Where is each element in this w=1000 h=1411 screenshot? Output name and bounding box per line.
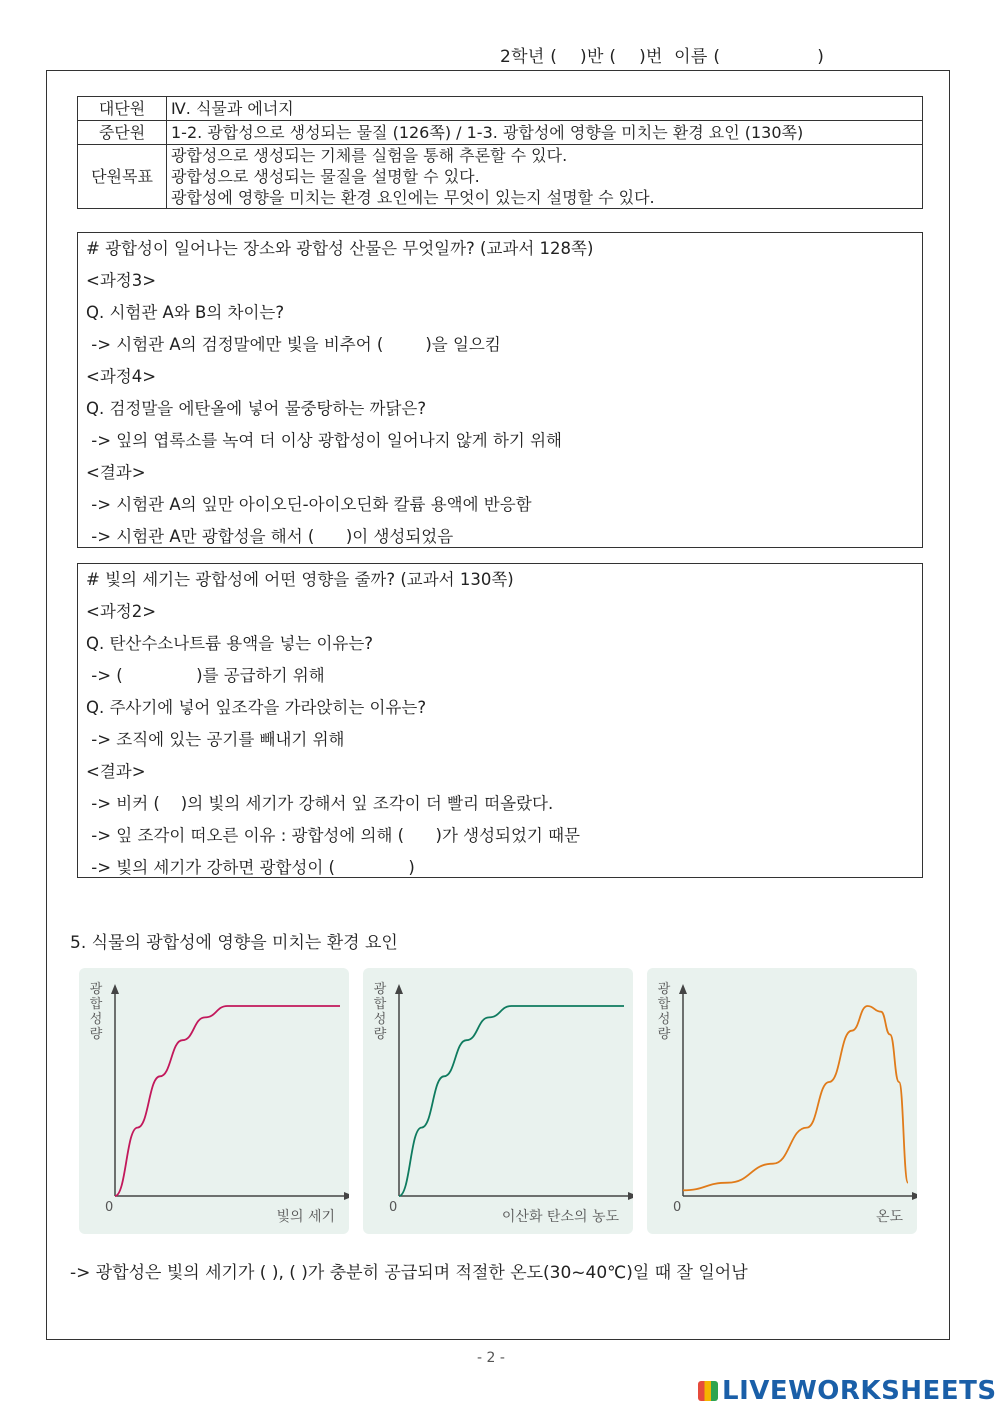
fill-in-line[interactable]: -> 빛의 세기가 강하면 광합성이 ( ) xyxy=(86,858,415,877)
section-title: 5. 식물의 광합성에 영향을 미치는 환경 요인 xyxy=(70,933,398,953)
box-line: <과정4> xyxy=(86,367,157,386)
table-key: 대단원 xyxy=(78,97,167,121)
chart-origin-label: 0 xyxy=(105,1200,114,1215)
box-line: <과정2> xyxy=(86,602,157,621)
box-line: Q. 시험관 A와 B의 차이는? xyxy=(86,303,285,322)
chart-xlabel: 빛의 세기 xyxy=(276,1209,335,1225)
student-info-header: 2학년 ( )반 ( )번 이름 ( ) xyxy=(500,47,825,67)
chart-ylabel: 광합성량 xyxy=(89,982,103,1042)
table-row xyxy=(78,145,923,209)
box-line: -> 시험관 A의 잎만 아이오딘-아이오딘화 칼륨 용액에 반응함 xyxy=(86,495,532,514)
fill-in-line[interactable]: -> 시험관 A만 광합성을 해서 ( )이 생성되었음 xyxy=(86,527,454,546)
x-axis-arrow xyxy=(912,1192,917,1200)
y-axis-arrow xyxy=(679,984,687,994)
chart-panel-co2 xyxy=(363,968,633,1234)
chart-ylabel: 광합성량 xyxy=(657,982,671,1042)
chart-ylabel: 광합성량 xyxy=(373,982,387,1042)
unit-goals xyxy=(167,145,923,209)
table-key: 단원목표 xyxy=(78,145,167,209)
box-line: Q. 탄산수소나트륨 용액을 넣는 이유는? xyxy=(86,634,374,653)
box-heading: # 광합성이 일어나는 장소와 광합성 산물은 무엇일까? (교과서 128쪽) xyxy=(86,239,594,258)
x-axis-arrow xyxy=(344,1192,349,1200)
box-line: -> 잎의 엽록소를 녹여 더 이상 광합성이 일어나지 않게 하기 위해 xyxy=(86,431,562,450)
table-row xyxy=(78,97,923,121)
fill-in-line[interactable]: -> 잎 조각이 떠오른 이유 : 광합성에 의해 ( )가 생성되었기 때문 xyxy=(86,826,580,845)
box-heading: # 빛의 세기는 광합성에 어떤 영향을 줄까? (교과서 130쪽) xyxy=(86,570,514,589)
experiment-box-1 xyxy=(77,232,923,548)
box-line: Q. 검정말을 에탄올에 넣어 물중탕하는 까닭은? xyxy=(86,399,427,418)
fill-in-line[interactable]: -> 시험관 A의 검정말에만 빛을 비추어 ( )을 일으킴 xyxy=(86,335,501,354)
fill-in-line[interactable]: -> 비커 ( )의 빛의 세기가 강해서 잎 조각이 더 빨리 떠올랐다. xyxy=(86,794,554,813)
box-line: -> 조직에 있는 공기를 빼내기 위해 xyxy=(86,730,345,749)
unit-info-table xyxy=(77,96,923,209)
chart-svg xyxy=(79,968,349,1234)
table-row xyxy=(78,121,923,145)
chart-svg xyxy=(363,968,633,1234)
conclusion-fill-in[interactable]: -> 광합성은 빛의 세기가 ( ), ( )가 충분히 공급되며 적절한 온도(30~40℃)일 때 잘 일어남 xyxy=(70,1263,748,1283)
table-value: 1-2. 광합성으로 생성되는 물질 (126쪽) / 1-3. 광합성에 영향을 미치는 환경 요인 (130쪽) xyxy=(167,121,923,145)
chart-xlabel: 온도 xyxy=(875,1209,903,1225)
box-line: Q. 주사기에 넣어 잎조각을 가라앉히는 이유는? xyxy=(86,698,427,717)
page-number: - 2 - xyxy=(477,1350,505,1366)
series-line xyxy=(683,1006,908,1190)
chart-xlabel: 이산화 탄소의 농도 xyxy=(501,1209,619,1225)
x-axis-arrow xyxy=(628,1192,633,1200)
y-axis-arrow xyxy=(111,984,119,994)
goal-item: 광합성에 영향을 미치는 환경 요인에는 무엇이 있는지 설명할 수 있다. xyxy=(171,188,655,207)
table-key: 중단원 xyxy=(78,121,167,145)
chart-origin-label: 0 xyxy=(389,1200,398,1215)
chart-svg xyxy=(647,968,917,1234)
box-line: <결과> xyxy=(86,463,146,482)
experiment-box-2 xyxy=(77,563,923,878)
series-line xyxy=(115,1006,340,1196)
chart-origin-label: 0 xyxy=(673,1200,682,1215)
box-line: <과정3> xyxy=(86,271,157,290)
box-line: <결과> xyxy=(86,762,146,781)
goal-item: 광합성으로 생성되는 기체를 실험을 통해 추론할 수 있다. xyxy=(171,146,568,165)
series-line xyxy=(399,1006,624,1196)
fill-in-line[interactable]: -> ( )를 공급하기 위해 xyxy=(86,666,325,685)
goal-item: 광합성으로 생성되는 물질을 설명할 수 있다. xyxy=(171,167,480,186)
y-axis-arrow xyxy=(395,984,403,994)
logo-text: LIVEWORKSHEETS xyxy=(722,1376,997,1406)
logo-icon xyxy=(698,1381,718,1401)
chart-panel-light xyxy=(79,968,349,1234)
chart-panel-temperature xyxy=(647,968,917,1234)
table-value: Ⅳ. 식물과 에너지 xyxy=(167,97,923,121)
liveworksheets-logo xyxy=(698,1376,997,1406)
